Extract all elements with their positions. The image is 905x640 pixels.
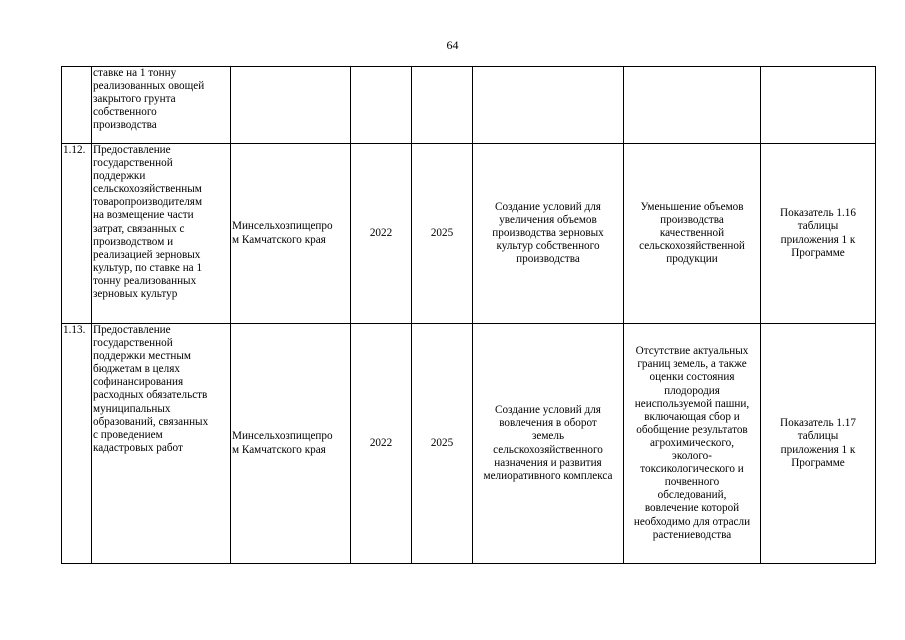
indicator-link-cell: Показатель 1.16 таблицы приложения 1 к Программе xyxy=(761,144,876,324)
expected-result-cell xyxy=(473,67,624,144)
activity-number-cell: 1.12. xyxy=(62,144,92,324)
end-year-cell xyxy=(412,67,473,144)
expected-result-cell: Создание условий для увеличения объемов производства зерновых культур собственного производства xyxy=(473,144,624,324)
indicator-link-cell xyxy=(761,67,876,144)
executor-cell: Минсельхозпищепро м Камчатского края xyxy=(231,324,351,564)
non-implementation-effect-cell: Отсутствие актуальных границ земель, а также оценки состояния плодородия неиспользуемой пашни, включающая сбор и обобщение результатов агрохимического, эколого- токсикологического и почвенного обследований, вовлечение которой необходимо для отрасли растениеводства xyxy=(624,324,761,564)
activity-number-cell xyxy=(62,67,92,144)
executor-cell: Минсельхозпищепро м Камчатского края xyxy=(231,144,351,324)
indicator-link-cell: Показатель 1.17 таблицы приложения 1 к Программе xyxy=(761,324,876,564)
non-implementation-effect-cell xyxy=(624,67,761,144)
page-number: 64 xyxy=(446,38,459,52)
table-row xyxy=(62,67,876,144)
start-year-cell: 2022 xyxy=(351,324,412,564)
end-year-cell: 2025 xyxy=(412,324,473,564)
activity-name-cell: ставке на 1 тонну реализованных овощей закрытого грунта собственного производства xyxy=(92,67,231,144)
end-year-cell: 2025 xyxy=(412,144,473,324)
activity-name-cell: Предоставление государственной поддержки сельскохозяйственным товаропроизводителям на возмещение части затрат, связанных с производством и реализацией зерновых культур, по ставке на 1 тонну реализованных зерновых культур xyxy=(92,144,231,324)
start-year-cell xyxy=(351,67,412,144)
table-row xyxy=(62,144,876,324)
non-implementation-effect-cell: Уменьшение объемов производства качественной сельскохозяйственной продукции xyxy=(624,144,761,324)
activity-number-cell: 1.13. xyxy=(62,324,92,564)
start-year-cell: 2022 xyxy=(351,144,412,324)
program-activities-table xyxy=(61,66,876,564)
table-row xyxy=(62,324,876,564)
expected-result-cell: Создание условий для вовлечения в оборот земель сельскохозяйственного назначения и развития мелиоративного комплекса xyxy=(473,324,624,564)
activity-name-cell: Предоставление государственной поддержки местным бюджетам в целях софинансирования расходных обязательств муниципальных образований, связанных с проведением кадастровых работ xyxy=(92,324,231,564)
executor-cell xyxy=(231,67,351,144)
